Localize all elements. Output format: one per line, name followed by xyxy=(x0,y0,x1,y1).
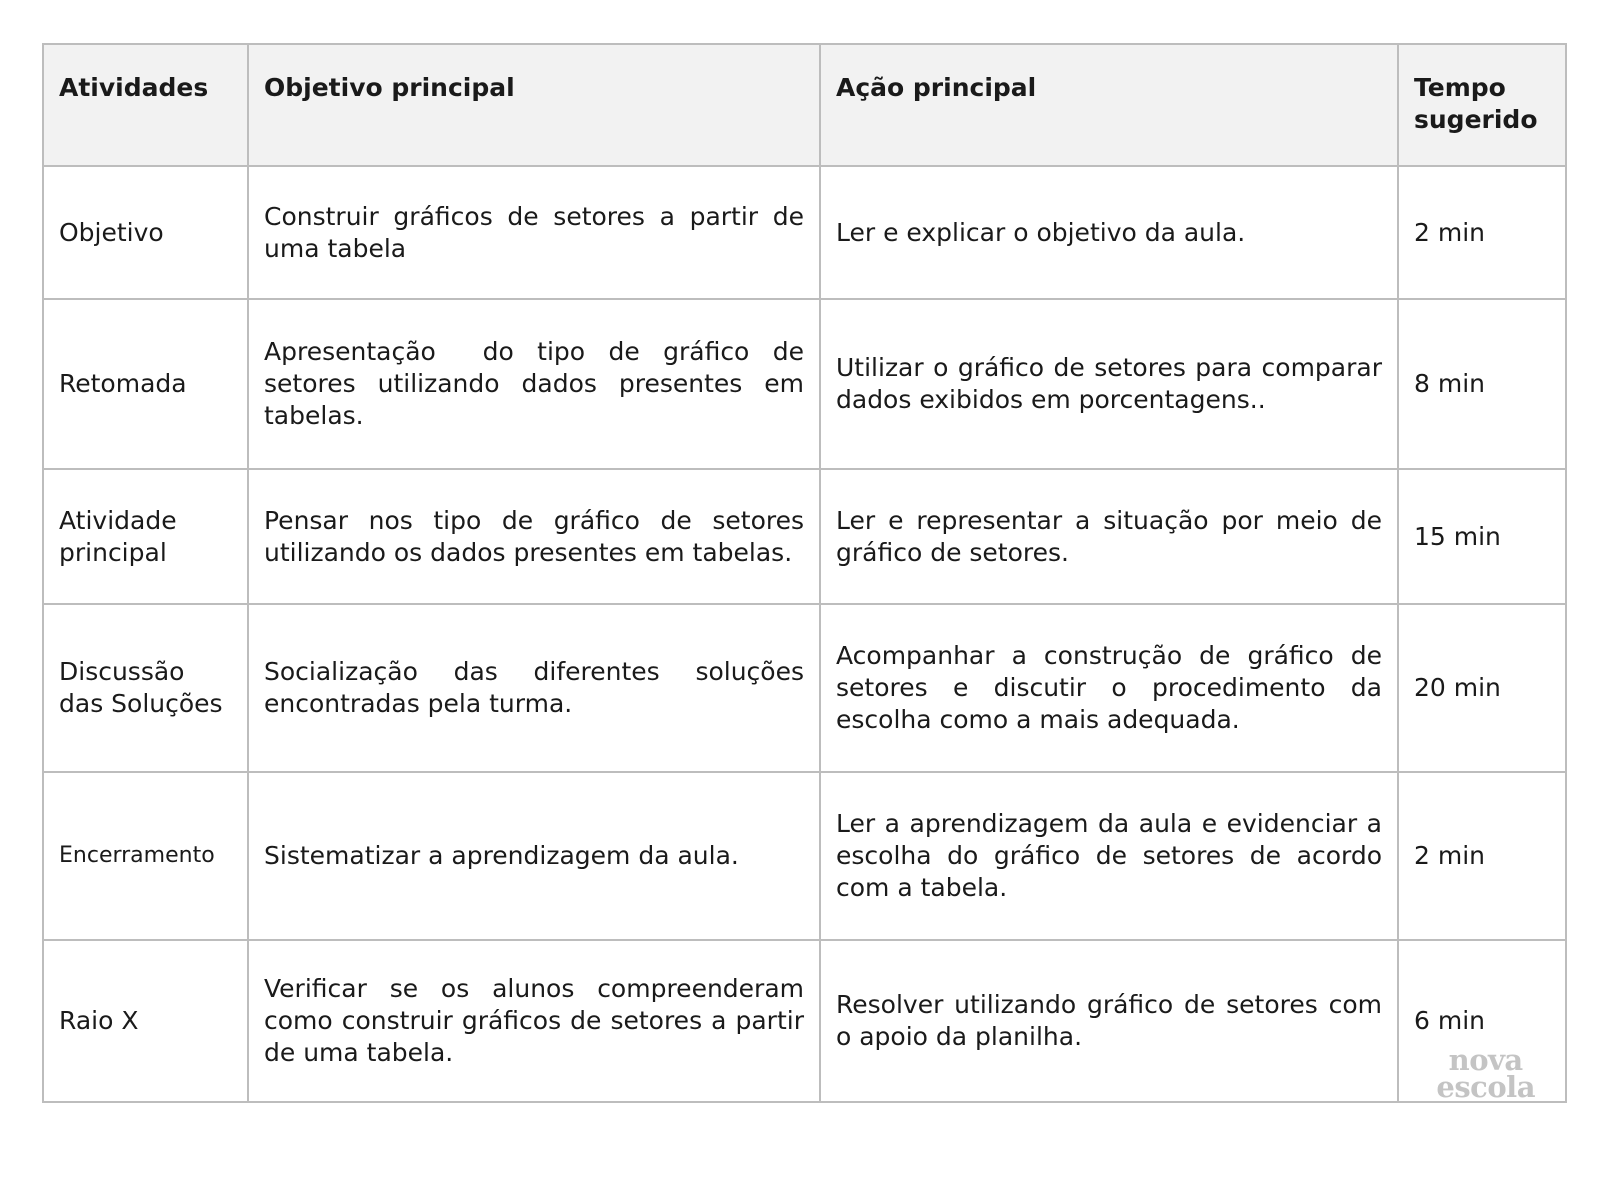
table-body xyxy=(43,166,1566,1102)
table-row xyxy=(43,940,1566,1102)
logo-line-nova: nova xyxy=(1448,1043,1523,1077)
cell-tempo: 15 min xyxy=(1398,469,1566,604)
cell-objetivo: Verificar se os alunos compreenderam como construir gráficos de setores a partir de uma tabela. xyxy=(248,940,820,1102)
table-row xyxy=(43,299,1566,469)
cell-acao: Ler e representar a situação por meio de gráfico de setores. xyxy=(820,469,1398,604)
header-objetivo-principal: Objetivo principal xyxy=(248,44,820,166)
table-row xyxy=(43,772,1566,940)
cell-acao: Ler e explicar o objetivo da aula. xyxy=(820,166,1398,299)
cell-atividade: Objetivo xyxy=(43,166,248,299)
cell-tempo: 2 min xyxy=(1398,166,1566,299)
cell-tempo: 20 min xyxy=(1398,604,1566,772)
cell-objetivo: Sistematizar a aprendizagem da aula. xyxy=(248,772,820,940)
cell-tempo: 8 min xyxy=(1398,299,1566,469)
cell-atividade: Raio X xyxy=(43,940,248,1102)
cell-acao: Ler a aprendizagem da aula e evidenciar a escolha do gráfico de setores de acordo com a tabela. xyxy=(820,772,1398,940)
logo-line-escola: escola xyxy=(1436,1070,1535,1104)
cell-objetivo: Socialização das diferentes soluções encontradas pela turma. xyxy=(248,604,820,772)
table-header xyxy=(43,44,1566,166)
cell-acao: Resolver utilizando gráfico de setores com o apoio da planilha. xyxy=(820,940,1398,1102)
cell-atividade: Discussão das Soluções xyxy=(43,604,248,772)
cell-atividade: Encerramento xyxy=(43,772,248,940)
cell-atividade: Atividade principal xyxy=(43,469,248,604)
cell-tempo-last xyxy=(1398,940,1566,1102)
cell-objetivo: Pensar nos tipo de gráfico de setores utilizando os dados presentes em tabelas. xyxy=(248,469,820,604)
cell-atividade: Retomada xyxy=(43,299,248,469)
cell-tempo: 6 min xyxy=(1414,1006,1485,1035)
nova-escola-logo xyxy=(1436,1043,1535,1104)
cell-acao: Utilizar o gráfico de setores para comparar dados exibidos em porcentagens.. xyxy=(820,299,1398,469)
lesson-plan-table xyxy=(42,43,1567,1103)
table-row xyxy=(43,469,1566,604)
header-row xyxy=(43,44,1566,166)
header-atividades: Atividades xyxy=(43,44,248,166)
header-tempo-sugerido: Tempo sugerido xyxy=(1398,44,1566,166)
cell-tempo: 2 min xyxy=(1398,772,1566,940)
cell-acao: Acompanhar a construção de gráfico de setores e discutir o procedimento da escolha como a mais adequada. xyxy=(820,604,1398,772)
cell-objetivo: Apresentação do tipo de gráfico de setores utilizando dados presentes em tabelas. xyxy=(248,299,820,469)
table-row xyxy=(43,604,1566,772)
cell-objetivo: Construir gráficos de setores a partir de uma tabela xyxy=(248,166,820,299)
table-row xyxy=(43,166,1566,299)
header-acao-principal: Ação principal xyxy=(820,44,1398,166)
